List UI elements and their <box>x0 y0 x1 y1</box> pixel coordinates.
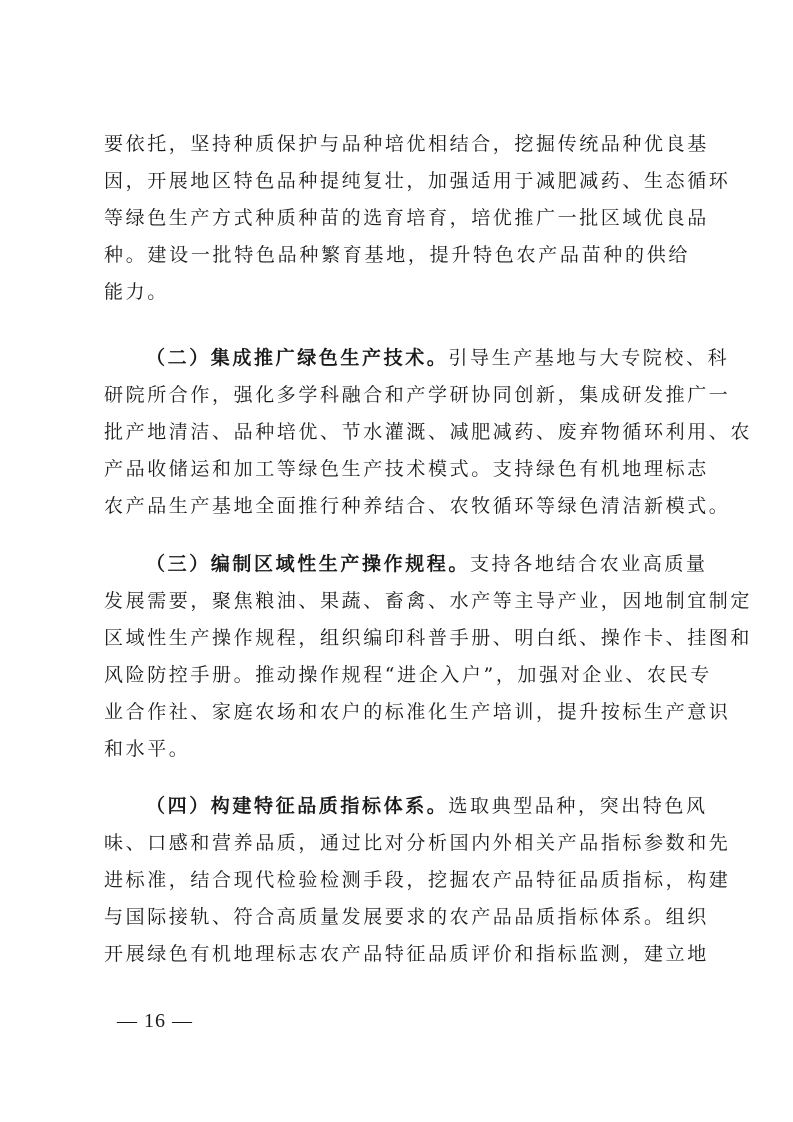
text-line: 研院所合作，强化多学科融合和产学研协同创新，集成研发推广一 <box>104 384 731 406</box>
text-line <box>104 546 708 583</box>
paragraph-2 <box>104 340 753 525</box>
text-line: 产品收储运和加工等绿色生产技术模式。支持绿色有机地理标志 <box>104 458 709 480</box>
text-line: 能力。 <box>104 281 169 303</box>
text-run: 支持各地结合农业高质量 <box>470 553 708 575</box>
section-heading: （二）集成推广绿色生产技术。 <box>146 347 449 369</box>
text-line: 开展绿色有机地理标志农产品特征品质评价和指标监测，建立地 <box>104 943 709 965</box>
text-line: 与国际接轨、符合高质量发展要求的农产品品质指标体系。组织 <box>104 906 709 928</box>
paragraph-3 <box>104 546 753 768</box>
text-line: 种。建设一批特色品种繁育基地，提升特色农产品苗种的供给 <box>104 244 690 266</box>
paragraph-4 <box>104 788 731 973</box>
text-line: 农产品生产基地全面推行种养结合、农牧循环等绿色清洁新模式。 <box>104 495 731 517</box>
text-line: 风险防控手册。推动操作规程“进企入户”，加强对企业、农民专 <box>104 664 712 686</box>
text-line <box>104 340 730 377</box>
text-line <box>104 788 708 825</box>
text-line: 要依托，坚持种质保护与品种培优相结合，挖掘传统品种优良基 <box>104 133 709 155</box>
text-line: 味、口感和营养品质，通过比对分析国内外相关产品指标参数和先 <box>104 832 731 854</box>
text-run: 引导生产基地与大专院校、科 <box>448 347 730 369</box>
text-line: 进标准，结合现代检验检测手段，挖掘农产品特征品质指标，构建 <box>104 869 731 891</box>
text-line: 因，开展地区特色品种提纯复壮，加强适用于减肥减药、生态循环 <box>104 170 731 192</box>
page-number: — 16 — <box>117 1010 193 1032</box>
section-heading: （三）编制区域性生产操作规程。 <box>146 553 471 575</box>
text-line: 业合作社、家庭农场和农户的标准化生产培训，提升按标生产意识 <box>104 701 731 723</box>
text-line: 区域性生产操作规程，组织编印科普手册、明白纸、操作卡、挂图和 <box>104 627 753 649</box>
text-line: 和水平。 <box>104 738 191 760</box>
text-line: 等绿色生产方式种质种苗的选育培育，培优推广一批区域优良品 <box>104 207 709 229</box>
text-line: 批产地清洁、品种培优、节水灌溉、减肥减药、废弃物循环利用、农 <box>104 421 753 443</box>
paragraph-1 <box>104 126 731 311</box>
text-line: 发展需要，聚焦粮油、果蔬、畜禽、水产等主导产业，因地制宜制定 <box>104 590 753 612</box>
section-heading: （四）构建特征品质指标体系。 <box>146 795 449 817</box>
text-run: 选取典型品种，突出特色风 <box>448 795 708 817</box>
